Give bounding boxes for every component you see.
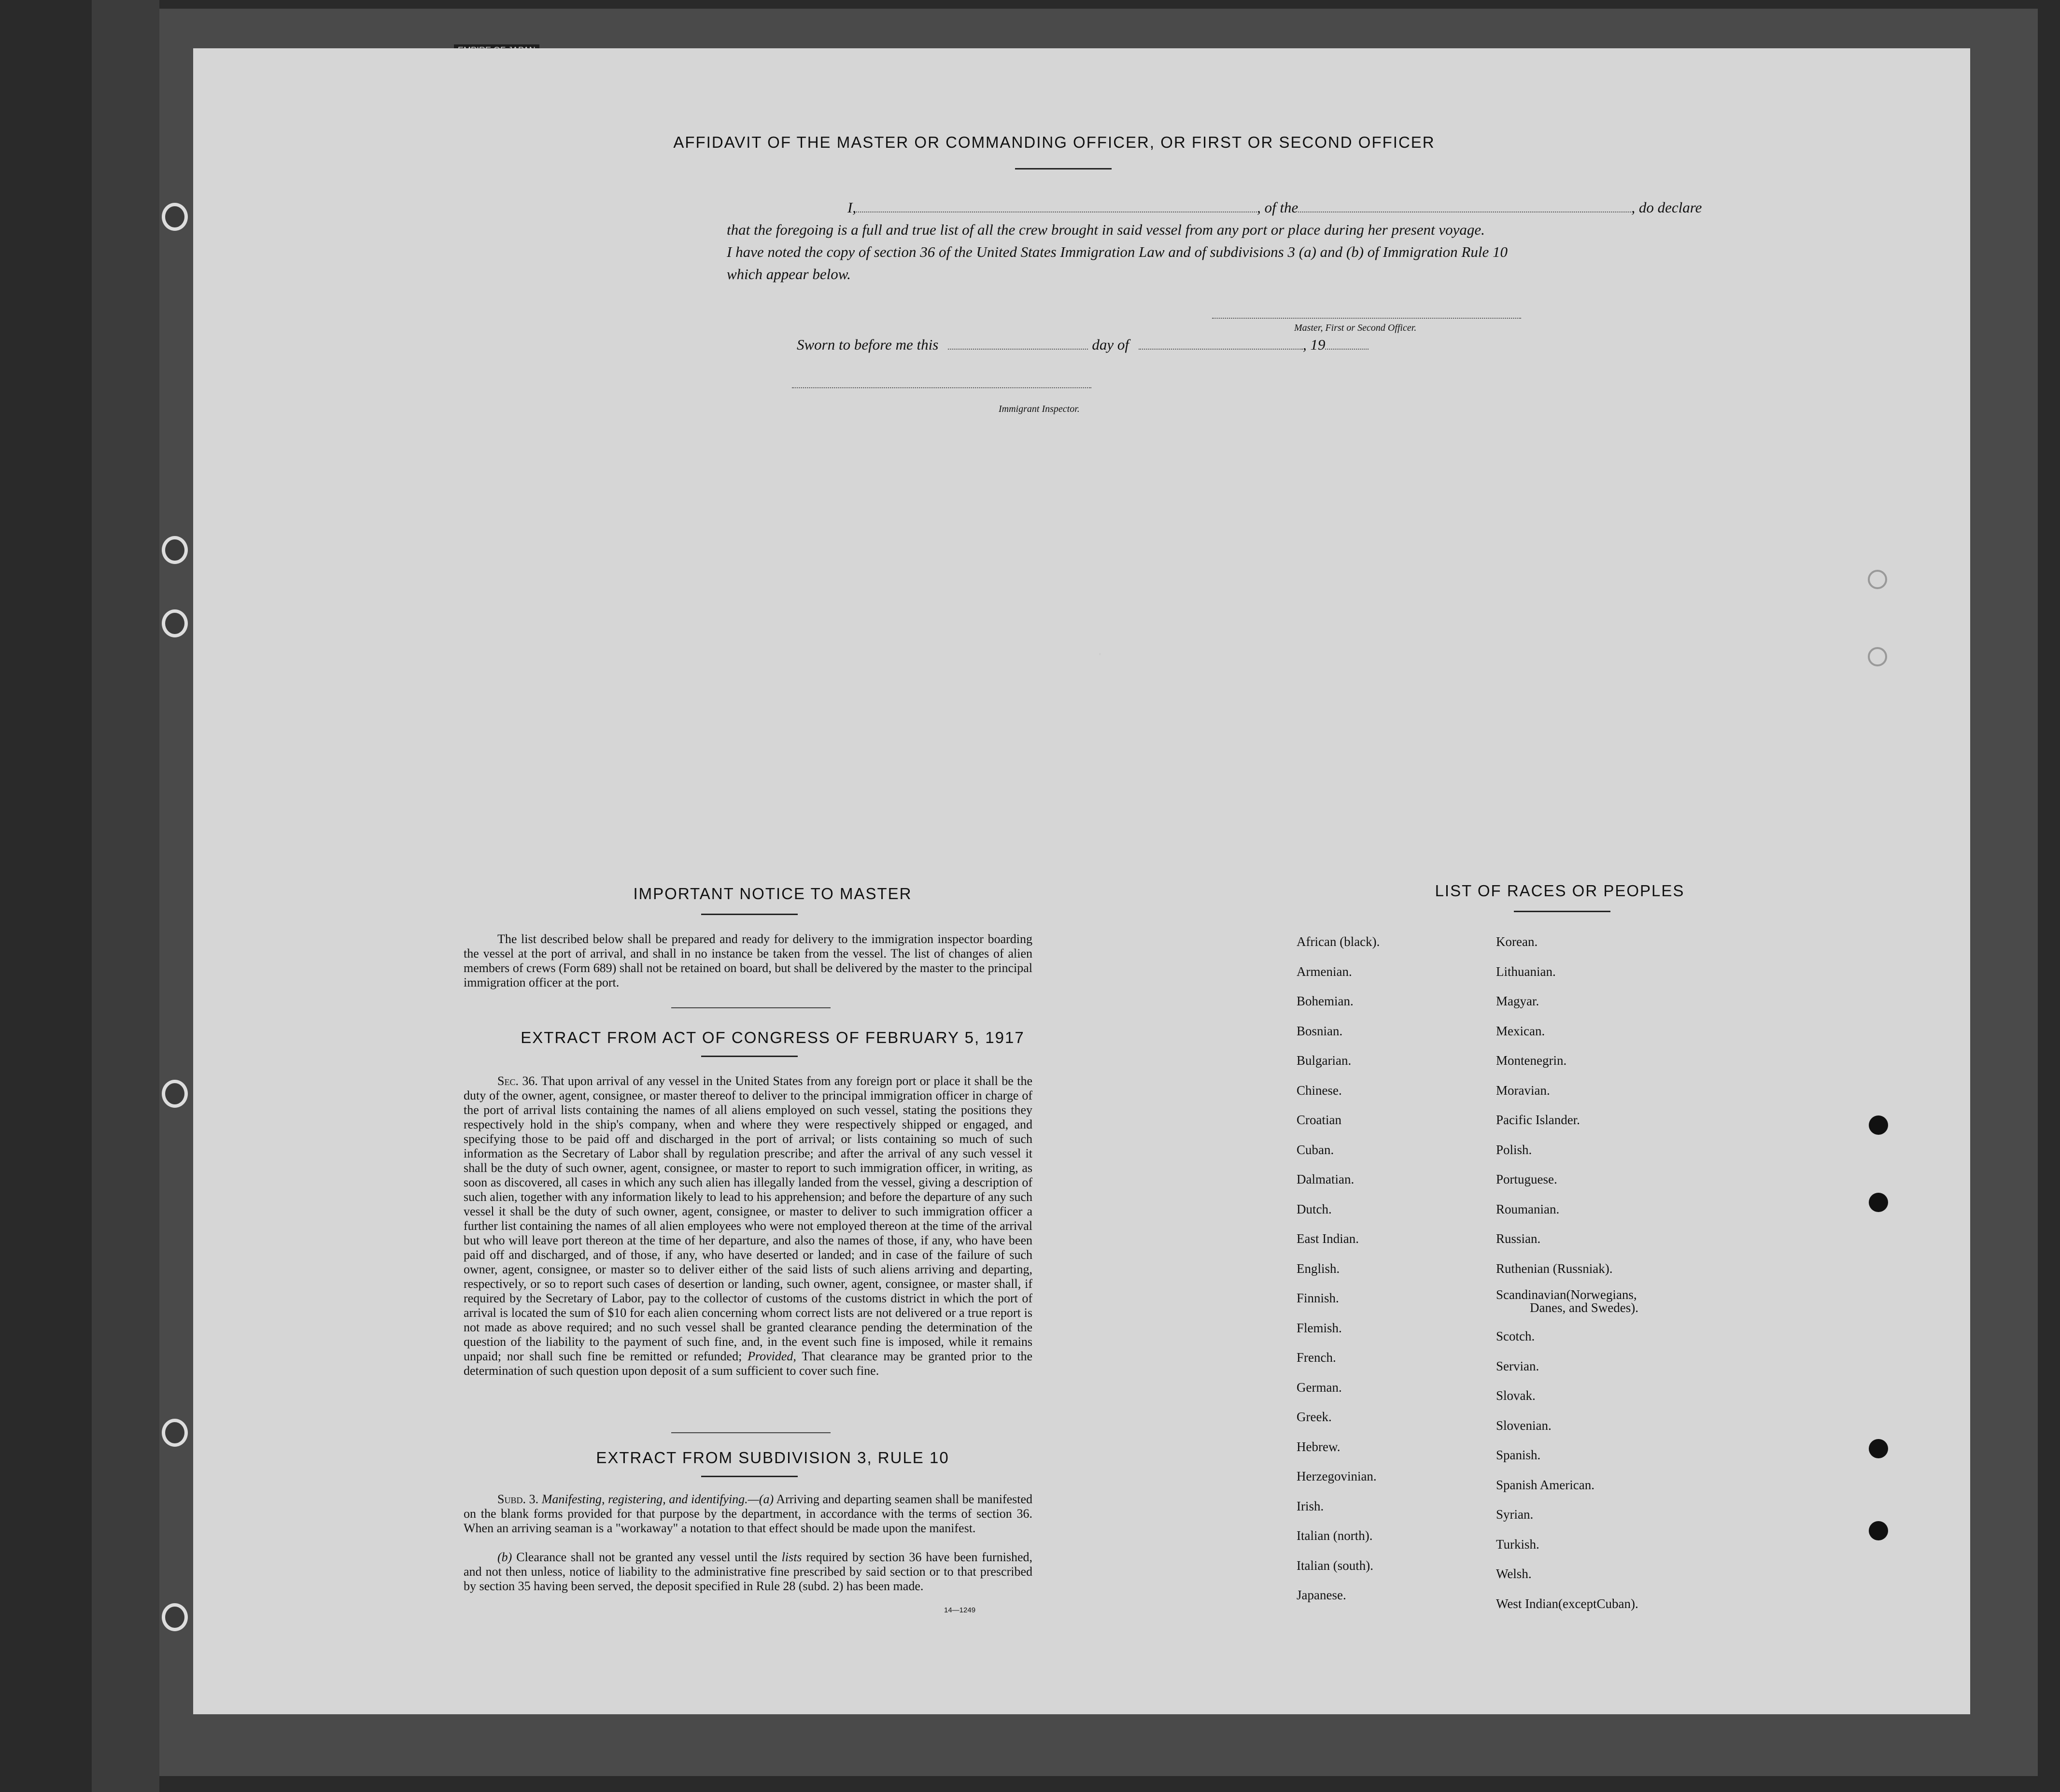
binder-strip [92,0,159,1792]
race-item: Slovak. [1496,1388,1536,1403]
month-blank [1139,337,1303,350]
punch-hole [162,536,188,564]
act-sec-label: Sec. 36. [497,1074,538,1088]
act-title: EXTRACT FROM ACT OF CONGRESS OF FEBRUARY 5, 1917 [521,1029,1025,1046]
race-item: Turkish. [1496,1537,1539,1552]
signature-line [1212,318,1521,319]
race-item: West Indian(exceptCuban). [1496,1596,1638,1611]
race-item: Finnish. [1297,1291,1339,1305]
race-item: Bulgarian. [1297,1053,1352,1068]
affidavit-line-1 [727,199,1726,216]
race-item: Polish. [1496,1142,1532,1157]
race-item: Chinese. [1297,1083,1342,1098]
race-item: Montenegrin. [1496,1053,1567,1068]
punch-hole [162,203,188,231]
race-item: Armenian. [1297,964,1352,979]
punch-hole-right [1869,1193,1888,1212]
notice-body: The list described below shall be prepared and ready for delivery to the immigration inspector boarding the vessel at the port of arrival, and shall in no instance be taken from the vessel. The list of changes of alien members of crews (Form 689) shall not be retained on board, but shall be delivered by the master to the principal immigration officer at the port. [464,932,1032,989]
race-item: Irish. [1297,1498,1324,1513]
punch-hole-right [1868,570,1887,589]
subd-body: Arriving and departing seamen shall be manifested on the blank forms provided for that purpose by the department, in accordance with the terms of section 36. When an arriving seaman is a "workaway" a notation to that effect should be made upon the manifest. [464,1492,1033,1535]
race-item: Cuban. [1297,1142,1334,1157]
race-item: French. [1297,1350,1336,1365]
act-body [464,1074,1032,1378]
race-item: Bohemian. [1297,994,1354,1008]
punch-hole-right [1868,647,1887,666]
race-item: African (black). [1297,934,1380,949]
race-item: Scotch. [1496,1329,1535,1343]
races-title: LIST OF RACES OR PEOPLES [1435,882,1685,900]
name-blank [856,200,1257,212]
race-item: Italian (north). [1297,1528,1373,1543]
race-item: Bosnian. [1297,1023,1343,1038]
race-item: Hebrew. [1297,1439,1340,1454]
master-caption: Master, First or Second Officer. [1294,323,1417,333]
b-label: (b) [497,1550,512,1564]
race-item: Croatian [1297,1113,1341,1127]
affidavit-line-4: which appear below. [727,266,851,282]
race-item: Servian. [1496,1358,1539,1373]
race-item: Welsh. [1496,1566,1532,1581]
affidavit-i: I, [847,199,857,216]
bleed-through-mark: · [1096,647,1104,662]
sworn-prefix: Sworn to before me this [797,336,939,353]
notice-rule [701,914,798,915]
subd-label: Subd. 3. [497,1492,539,1506]
race-item: Pacific Islander. [1496,1113,1580,1127]
race-item: Spanish American. [1496,1477,1594,1492]
punch-hole [162,1080,188,1108]
rule-rule [701,1476,798,1477]
subd-heading: Manifesting, registering, and identifying.—(a) [541,1492,774,1506]
inspector-caption: Immigrant Inspector. [999,404,1080,414]
race-item: Korean. [1496,934,1538,949]
affidavit-line-2: that the foregoing is a full and true list of all the crew brought in said vessel from any port or place during her present voyage. [727,221,1485,238]
section-divider [671,1432,831,1433]
race-item: Roumanian. [1496,1201,1560,1216]
race-item: Flemish. [1297,1320,1342,1335]
rule-body-b [464,1550,1032,1594]
punch-hole-right [1869,1115,1888,1135]
race-item: Moravian. [1496,1083,1550,1098]
race-item: Magyar. [1496,994,1539,1008]
year-blank [1325,337,1369,350]
form-number: 14—1249 [944,1606,976,1614]
b-body-2: required by section 36 have been furnished, and not then unless, notice of liability to the administrative fine prescribed by said section or to that prescribed by section 35 having been served, the deposit specified in Rule 28 (subd. 2) has been made. [464,1550,1033,1593]
sworn-year: , 19 [1302,336,1326,353]
race-item: German. [1297,1380,1342,1395]
punch-hole [162,1603,188,1631]
act-body-text: That upon arrival of any vessel in the United States from any foreign port or place it shall be the duty of the owner, agent, consignee, or master thereof to deliver to the principal immigration officer in charge of the port of arrival lists containing the names of all aliens employed on such vessel, stating the positions they respectively hold in the ship's company, when and where they were respectively shipped or engaged, and specifying those to be paid off and discharged in the port of arrival; or lists containing so much of such information as the Secretary of Labor shall by regulation prescribe; and after the arrival of any such vessel it shall be the duty of such owner, agent, consignee, or master to report to such immigration officer, in writing, as soon as discovered, all cases in which any such alien has illegally landed from the vessel, giving a description of such alien, together with any information likely to lead to his apprehension; and before the departure of any such vessel it shall be the duty of such owner, agent, consignee, or master to deliver to such immigration officer a further list containing the names of all alien employees who were not employed thereon at the time of the arrival but who will leave port thereon at the time of her departure, and also the names of those, if any, who have been paid off and discharged, and of those, if any, who have deserted or landed; and in case of the failure of such owner, agent, consignee, or master so to deliver either of the said lists of such aliens arriving and departing, respectively, or so to report such cases of desertion or landing, such owner, agent, consignee, or master shall, if required by the Secretary of Labor, pay to the collector of customs of the customs district in which the port of arrival is located the sum of $10 for each alien concerning whom correct lists are not delivered or a true report is not made as above required; and no such vessel shall be granted clearance pending the determination of the question of the liability to the payment of such fine, and, in the event such fine is imposed, while it remains unpaid; nor shall such fine be remitted or refunded; [464,1074,1033,1363]
race-item-continued: Danes, and Swedes). [1530,1300,1638,1315]
punch-hole-right [1869,1521,1888,1540]
races-column-2 [1496,927,1638,1619]
manifest-sheet [193,48,1970,1714]
race-item: English. [1297,1261,1340,1276]
race-item: Russian. [1496,1231,1541,1246]
punch-hole-right [1869,1439,1888,1458]
affidavit-do-declare: , do declare [1631,199,1702,216]
race-item: Ruthenian (Russniak). [1496,1261,1613,1276]
race-item: Dalmatian. [1297,1172,1355,1186]
sworn-day-of: day of [1092,336,1129,353]
race-item: Japanese. [1297,1588,1346,1602]
race-item: Syrian. [1496,1507,1534,1522]
race-item: Mexican. [1496,1023,1545,1038]
race-item: Slovenian. [1496,1418,1552,1433]
b-lists: lists [781,1550,802,1564]
race-item: Dutch. [1297,1201,1332,1216]
affidavit-line-3: I have noted the copy of section 36 of the United States Immigration Law and of subdivisions 3 (a) and (b) of Immigration Rule 10 [727,243,1508,260]
sworn-line [797,336,1473,353]
race-item: Lithuanian. [1496,964,1556,979]
vessel-blank [1298,200,1631,212]
punch-hole [162,1419,188,1447]
race-item: East Indian. [1297,1231,1359,1246]
race-item: Portuguese. [1496,1172,1557,1186]
affidavit-title: AFFIDAVIT OF THE MASTER OR COMMANDING OFFICER, OR FIRST OR SECOND OFFICER [673,133,1435,151]
act-rule [701,1056,798,1057]
act-provided-label: Provided, [748,1349,796,1363]
races-rule [1514,911,1610,912]
rule-body-a [464,1492,1032,1536]
title-rule [1015,168,1112,169]
day-blank [948,337,1088,350]
races-column-1 [1297,927,1380,1610]
race-item: Scandinavian(Norwegians, Danes, and Swedes). [1496,1287,1638,1315]
inspector-line [792,387,1091,388]
race-item: Herzegovinian. [1297,1469,1377,1483]
race-item: Italian (south). [1297,1558,1373,1573]
race-item: Greek. [1297,1410,1332,1424]
affidavit-of-the: , of the [1257,199,1298,216]
act-provided-body: That clearance may be granted prior to the determination of such question upon deposit of a sum sufficient to cover such fine. [464,1349,1033,1378]
punch-hole [162,609,188,637]
section-divider [671,1007,831,1008]
b-body-1: Clearance shall not be granted any vessel until the [516,1550,777,1564]
rule-title: EXTRACT FROM SUBDIVISION 3, RULE 10 [596,1449,949,1467]
notice-title: IMPORTANT NOTICE TO MASTER [633,885,912,903]
race-item: Spanish. [1496,1448,1541,1462]
